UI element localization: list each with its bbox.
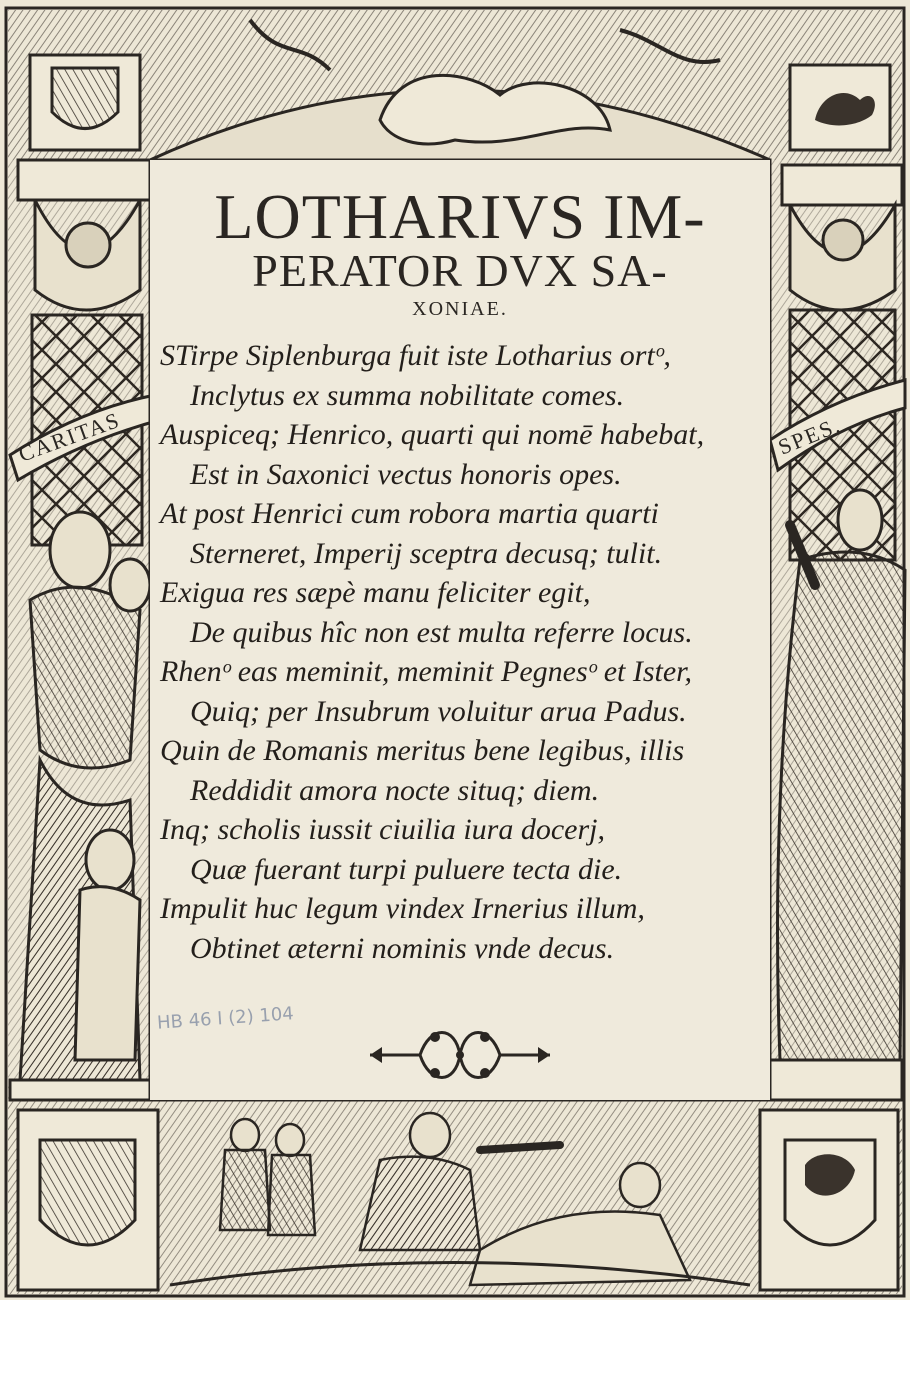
verse-line: Auspiceq; Henrico, quarti qui nomē habebat,: [160, 418, 705, 451]
verse-line: De quibus hîc non est multa referre locus.: [190, 615, 693, 649]
left-column: [8, 160, 160, 1100]
verse-line: Exigua res sæpè manu feliciter egit,: [160, 576, 591, 609]
verse-line: Quin de Romanis meritus bene legibus, illis: [160, 734, 685, 767]
title-line-3: XONIAE.: [412, 298, 508, 320]
title-line-1: LOTHARIVS IM-: [214, 181, 706, 252]
top-arch-panel: [8, 10, 902, 160]
shelfmark-annotation: HB 46 I (2) 104: [156, 1003, 295, 1034]
verse-line: STirpe Siplenburga fuit iste Lotharius ortᵒ,: [160, 339, 671, 372]
verse-line: Inclytus ex summa nobilitate comes.: [190, 378, 625, 412]
verse-line: Impulit huc legum vindex Irnerius illum,: [160, 892, 645, 925]
bottom-margin: [0, 1300, 910, 1390]
title-line-2: PERATOR DVX SA-: [252, 245, 668, 296]
verse-line: At post Henrici cum robora martia quarti: [160, 497, 659, 530]
verse-line: Sterneret, Imperij sceptra decusq; tulit.: [190, 536, 663, 570]
right-column: [770, 160, 905, 1100]
spes-scroll-label: SPES.: [774, 411, 845, 460]
verse-line: Rhenᵒ eas meminit, meminit Pegnesᵒ et Ister,: [160, 655, 693, 688]
verse-line: Quiq; per Insubrum voluitur arua Padus.: [190, 694, 687, 728]
verse-line: Obtinet æterni nominis vnde decus.: [190, 931, 615, 965]
poem: [160, 336, 770, 968]
top-right-lion-block: [790, 65, 890, 150]
bottom-scene-panel: [8, 1100, 902, 1294]
fleuron-ornament-icon: [360, 1015, 560, 1095]
caritas-scroll-label: CARITAS: [15, 406, 124, 467]
verse-line: Est in Saxonici vectus honoris opes.: [190, 457, 622, 491]
verse-line: Reddidit amora nocte situq; diem.: [190, 773, 600, 807]
verse-line: Quæ fuerant turpi puluere tecta die.: [190, 852, 623, 886]
top-left-shield-block: [30, 55, 140, 150]
verse-line: Inq; scholis iussit ciuilia iura docerj,: [160, 813, 605, 846]
